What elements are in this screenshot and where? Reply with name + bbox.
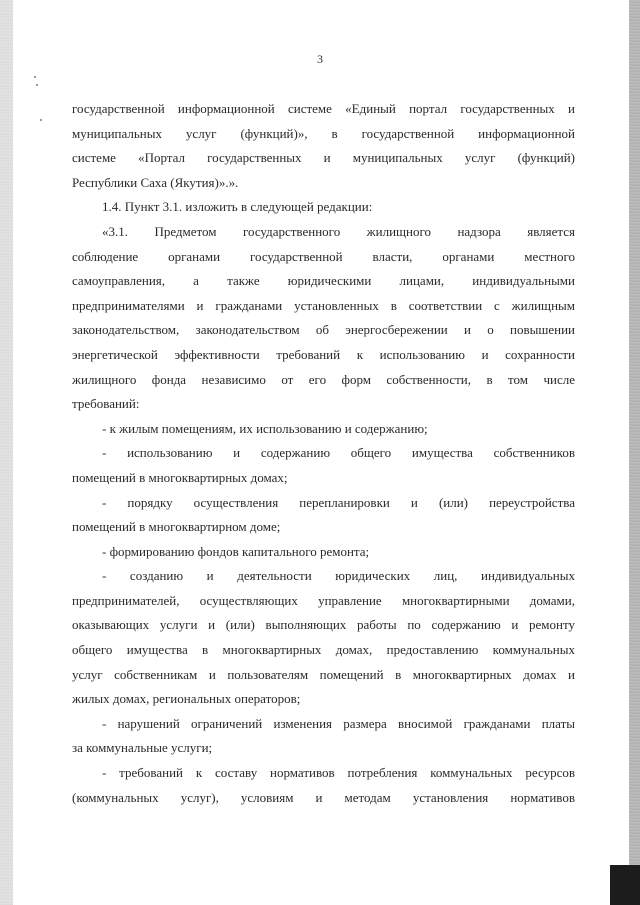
document-line: 1.4. Пункт 3.1. изложить в следующей редакции:	[102, 199, 373, 215]
document-line: предпринимателей, осуществляющих управление многоквартирными домами,	[72, 592, 575, 608]
document-line: предпринимателями и гражданами установленных в соответствии с жилищным	[72, 297, 575, 313]
document-line: муниципальных услуг (функций)», в государственной информационной	[72, 125, 575, 141]
document-line: оказывающих услуги и (или) выполняющих работы по содержанию и ремонту	[72, 617, 575, 633]
scan-speck	[34, 76, 36, 78]
document-line: - требований к составу нормативов потребления коммунальных ресурсов	[102, 765, 575, 781]
page-number: 3	[317, 52, 323, 66]
document-line: - к жилым помещениям, их использованию и содержанию;	[102, 420, 428, 436]
document-line: - созданию и деятельности юридических лиц, индивидуальных	[102, 568, 575, 584]
document-line: за коммунальные услуги;	[72, 740, 213, 756]
document-line: общего имущества в многоквартирных домах, предоставлению коммунальных	[72, 642, 575, 658]
scan-speck	[40, 119, 42, 121]
document-line: помещений в многоквартирном доме;	[72, 519, 281, 535]
document-line: (коммунальных услуг), условиям и методам установления нормативов	[72, 789, 575, 805]
document-line: жилищного фонда независимо от его форм собственности, в том числе	[72, 371, 575, 387]
document-line: - нарушений ограничений изменения размера вносимой гражданами платы	[102, 715, 575, 731]
document-line: услуг собственникам и пользователям помещений в многоквартирных домах и	[72, 666, 575, 682]
document-line: - формированию фондов капитального ремонта;	[102, 543, 370, 559]
document-line: самоуправления, а также юридическими лицами, индивидуальными	[72, 273, 575, 289]
document-line: Республики Саха (Якутия)».».	[72, 174, 239, 190]
document-line: - использованию и содержанию общего имущества собственников	[102, 445, 575, 461]
document-line: помещений в многоквартирных домах;	[72, 469, 288, 485]
document-line: энергетической эффективности требований к использованию и сохранности	[72, 346, 575, 362]
document-line: соблюдение органами государственной власти, органами местного	[72, 248, 575, 264]
document-body	[72, 97, 575, 810]
scan-edge-left	[0, 0, 13, 905]
scan-corner-shadow	[610, 865, 640, 905]
scan-speck	[36, 84, 38, 86]
document-line: - порядку осуществления перепланировки и (или) переустройства	[102, 494, 575, 510]
document-line: требований:	[72, 396, 140, 412]
document-line: системе «Портал государственных и муниципальных услуг (функций)	[72, 150, 575, 166]
document-line: законодательством, законодательством об энергосбережении и о повышении	[72, 322, 575, 338]
document-line: государственной информационной системе «Единый портал государственных и	[72, 101, 575, 116]
document-line: «3.1. Предметом государственного жилищного надзора является	[102, 223, 575, 239]
scan-edge-right	[629, 0, 640, 905]
document-line: жилых домах, региональных операторов;	[72, 691, 301, 707]
